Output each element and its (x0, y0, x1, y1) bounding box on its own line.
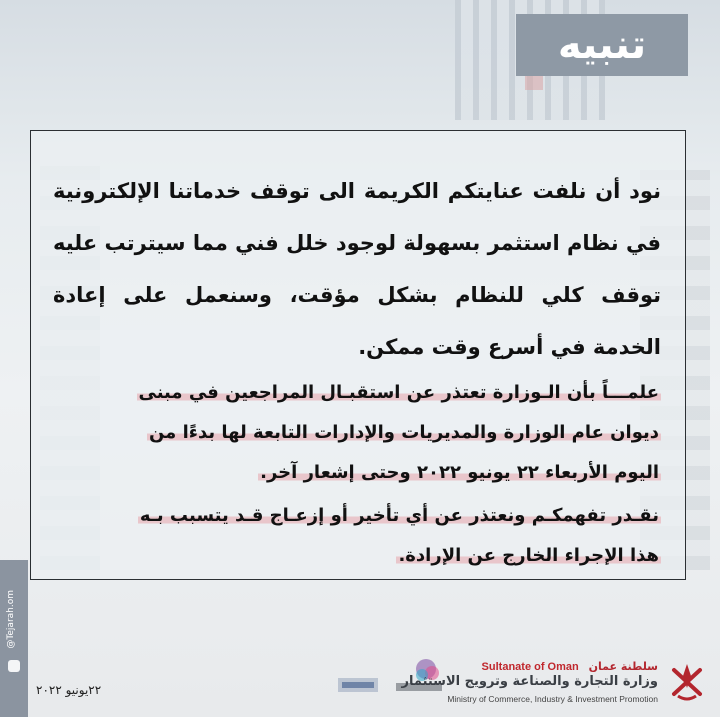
sultanate-en: Sultanate of Oman (481, 661, 579, 673)
page-title: تنبيه (557, 22, 647, 68)
header-tab (516, 14, 688, 76)
notice-p3-line-1: نقـدر تفهمكـم ونعتذر عن أي تأخير أو إزعـاج قـد يتسبب بـه (139, 505, 659, 526)
footer-date: ٢٢يونيو ٢٠٢٢ (36, 683, 102, 697)
notice-p3-line-2: هذا الإجراء الخارج عن الإرادة. (398, 545, 659, 566)
ministry-name-ar: وزارة التجارة والصناعة وترويج الاستثمار (401, 674, 658, 689)
social-handle[interactable]: @Tejarah.om (6, 590, 16, 649)
oman-emblem-icon (666, 660, 708, 704)
notice-p2-line-2: ديوان عام الوزارة والمديريات والإدارات التابعة لها بدءًا من (148, 422, 659, 443)
notice-p2-line-3: اليوم الأربعاء ٢٢ يونيو ٢٠٢٢ وحتى إشعار آخر. (260, 462, 659, 483)
sultanate-ar: سلطنة عمان (588, 660, 658, 673)
notice-paragraph-3 (53, 496, 661, 576)
social-icon[interactable] (8, 660, 20, 672)
notice-p2-line-1: علمـــاً بأن الـوزارة تعتذر عن استقبـال المراجعين في مبنى (138, 382, 659, 403)
ministry-name-en: Ministry of Commerce, Industry & Investment Promotion (447, 694, 658, 704)
notice-paragraph-1: نود أن نلفت عنايتكم الكريمة الى توقف خدماتنا الإلكترونية في نظام استثمر بسهولة لوجود خلل فني مما سيترتب عليه توقف كلي للنظام بشكل مؤقت، وسنعمل على إعادة الخدمة في أسرع وقت ممكن. (53, 179, 661, 359)
notice-card (30, 130, 686, 580)
ministry-logo-block (401, 660, 658, 708)
partner-logo-icon (336, 672, 380, 698)
notice-paragraph-2 (53, 373, 661, 493)
